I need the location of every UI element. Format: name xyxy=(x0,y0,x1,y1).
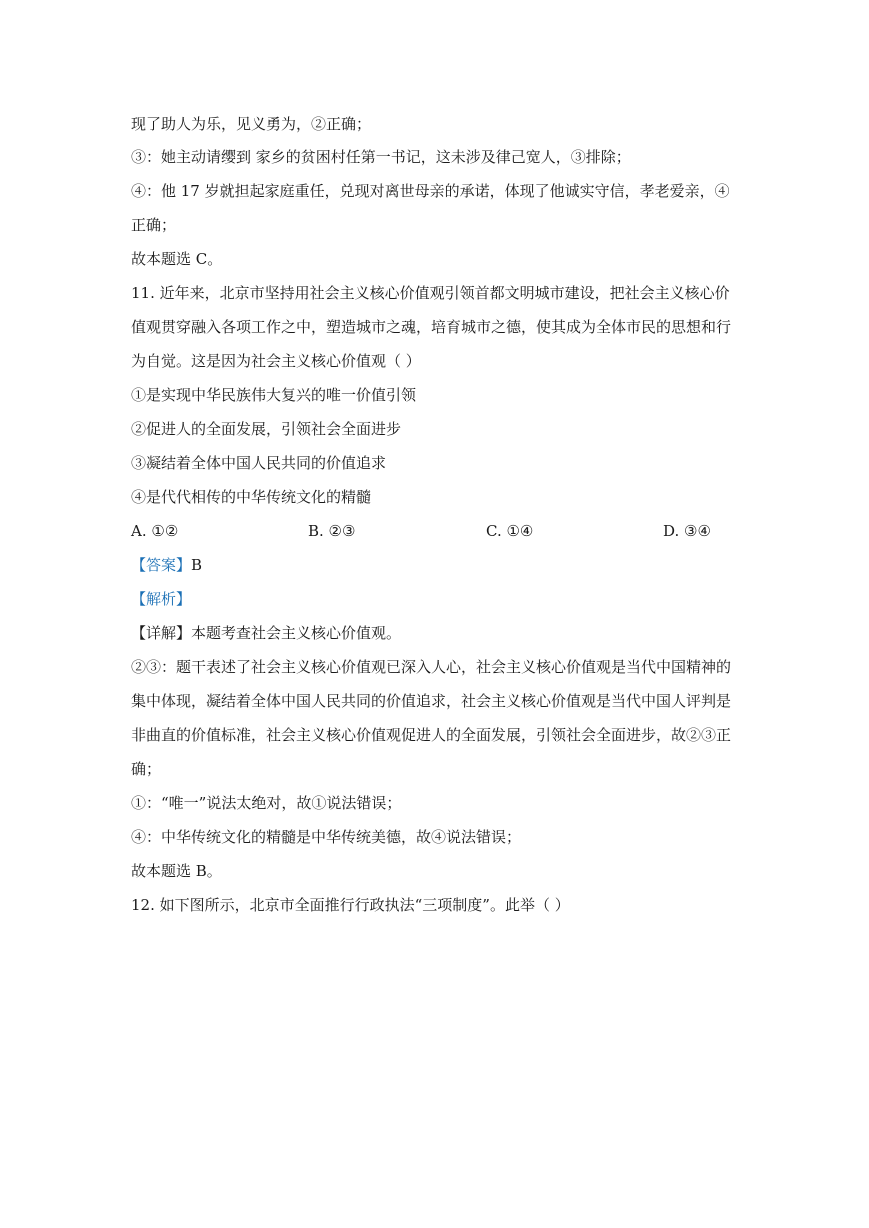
q11-option-b: B. ②③ xyxy=(308,522,356,540)
prev-analysis-line-3: ④：他 17 岁就担起家庭重任，兑现对离世母亲的承诺，体现了他诚实守信，孝老爱亲，④ xyxy=(131,182,730,200)
q11-option-d: D. ③④ xyxy=(663,522,711,540)
q12-stem-line-1: 12. 如下图所示，北京市全面推行行政执法“三项制度”。此举（ ） xyxy=(131,896,570,914)
q11-statement-3: ③凝结着全体中国人民共同的价值追求 xyxy=(131,454,387,472)
analysis-label: 【解析】 xyxy=(131,590,192,608)
q11-stem-line-1: 11. 近年来，北京市坚持用社会主义核心价值观引领首都文明城市建设，把社会主义核心价 xyxy=(131,284,730,302)
prev-analysis-line-2: ③：她主动请缨到 家乡的贫困村任第一书记，这未涉及律己宽人，③排除； xyxy=(131,148,631,166)
q11-explain-line-2: 集中体现，凝结着全体中国人民共同的价值追求，社会主义核心价值观是当代中国人评判是 xyxy=(131,692,732,710)
q11-statement-1: ①是实现中华民族伟大复兴的唯一价值引领 xyxy=(131,386,417,404)
q11-stem-line-3: 为自觉。这是因为社会主义核心价值观（ ） xyxy=(131,352,421,370)
q11-explain-line-3: 非曲直的价值标准，社会主义核心价值观促进人的全面发展，引领社会全面进步，故②③正 xyxy=(131,726,732,744)
q11-analysis-heading xyxy=(131,589,191,609)
q11-explain-line-5: ①：“唯一”说法太绝对，故①说法错误； xyxy=(131,794,402,812)
q11-answer xyxy=(131,555,202,575)
prev-analysis-line-1: 现了助人为乐，见义勇为，②正确； xyxy=(131,115,372,133)
detail-label: 【详解】 xyxy=(131,624,192,642)
prev-analysis-conclusion: 故本题选 C。 xyxy=(131,250,223,268)
q11-conclusion: 故本题选 B。 xyxy=(131,862,222,880)
q11-option-a: A. ①② xyxy=(131,522,179,540)
q11-explain-line-6: ④：中华传统文化的精髓是中华传统美德，故④说法错误； xyxy=(131,828,522,846)
q11-explain-line-1: ②③：题干表述了社会主义核心价值观已深入人心，社会主义核心价值观是当代中国精神的 xyxy=(131,658,732,676)
q11-option-c: C. ①④ xyxy=(486,522,534,540)
q11-statement-2: ②促进人的全面发展，引领社会全面进步 xyxy=(131,420,402,438)
answer-value: B xyxy=(191,556,203,574)
prev-analysis-line-4: 正确； xyxy=(131,216,177,234)
q11-detail xyxy=(131,623,401,643)
q11-statement-4: ④是代代相传的中华传统文化的精髓 xyxy=(131,488,372,506)
detail-text: 本题考查社会主义核心价值观。 xyxy=(191,624,402,642)
q11-stem-line-2: 值观贯穿融入各项工作之中，塑造城市之魂，培育城市之德，使其成为全体市民的思想和行 xyxy=(131,318,732,336)
q11-explain-line-4: 确； xyxy=(131,760,162,778)
answer-label: 【答案】 xyxy=(131,556,192,574)
